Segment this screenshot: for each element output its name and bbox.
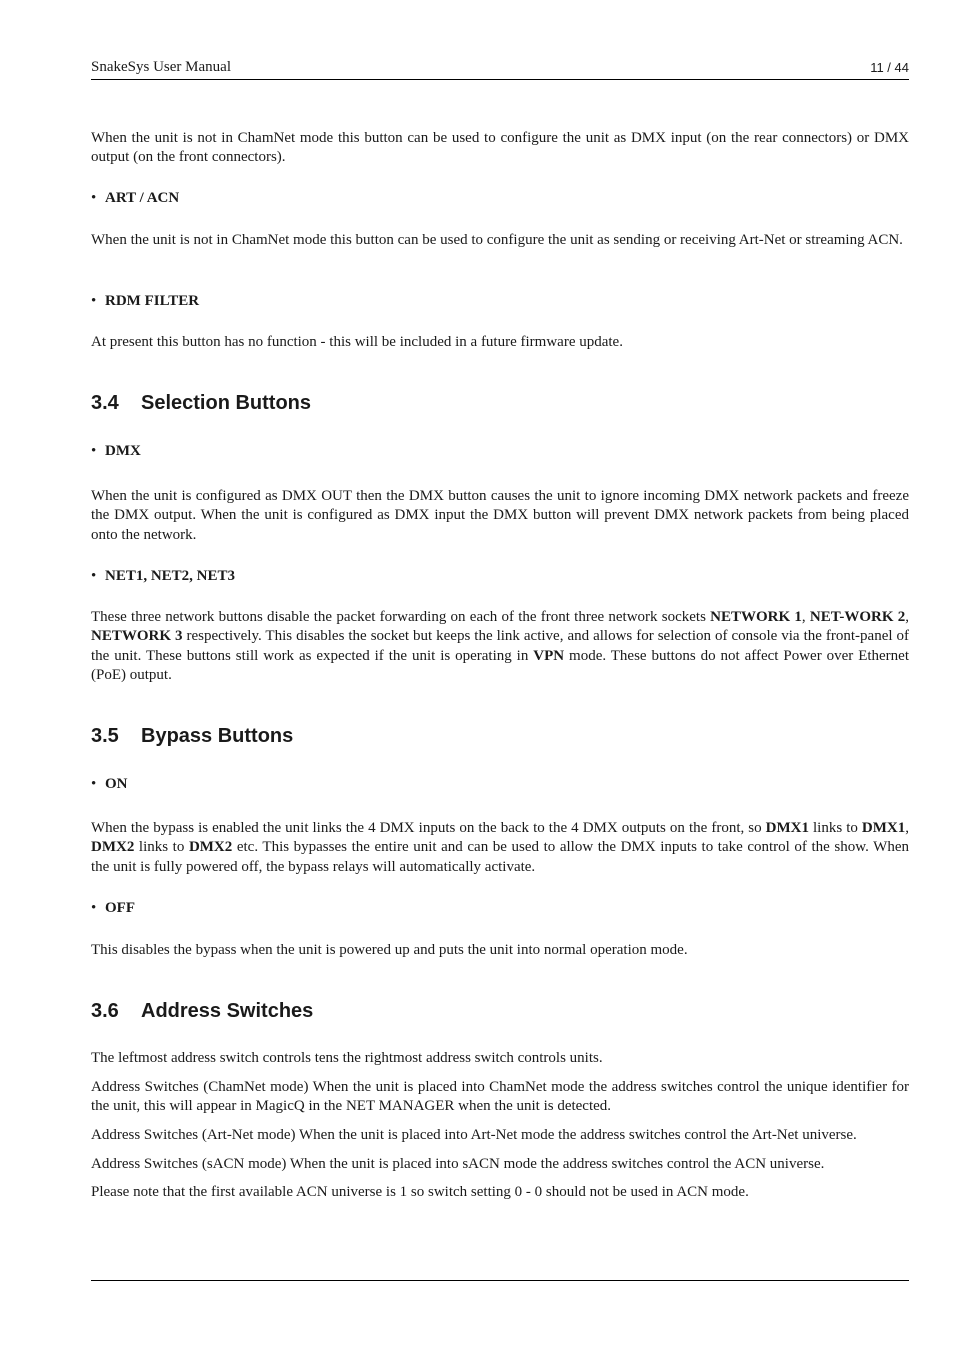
bold-network-1: NETWORK 1 — [710, 609, 802, 625]
bold-dmx1: DMX1 — [861, 820, 906, 836]
paragraph-address-tens-units: The leftmost address switch controls tens the rightmost address switch controls units. — [91, 1050, 603, 1066]
bold-network-3: NETWORK 3 — [91, 628, 183, 645]
bullet-art-acn — [91, 189, 909, 208]
paragraph-art-acn: When the unit is not in ChamNet mode this button can be used to configure the unit as sending or receiving Art-Net or streaming ACN. — [91, 232, 903, 248]
bold-dmx2: DMX2 — [91, 839, 135, 856]
bullet-label: ON — [105, 776, 128, 792]
section-number: 3.4 — [91, 392, 119, 414]
manual-page — [91, 0, 909, 1350]
page-header — [91, 59, 909, 80]
paragraph-address-chamnet: Address Switches (ChamNet mode) When the unit is placed into ChamNet mode the address switches control the unique identifier for the unit, this will appear in MagicQ in the NET MANAGER when the unit is detected. — [91, 1079, 909, 1115]
section-title: Bypass Buttons — [141, 725, 294, 747]
section-number: 3.5 — [91, 725, 119, 747]
bullet-dmx — [91, 442, 909, 461]
bullet-label: ART / ACN — [105, 190, 180, 206]
text-run: , — [905, 609, 909, 625]
page-number: 11 / 44 — [870, 60, 909, 75]
paragraph-rdm-filter: At present this button has no function - this will be included in a future firmware update. — [91, 334, 623, 350]
bullet-glyph: • — [91, 568, 97, 584]
text-run: mode. These buttons do not affect Power over Ethernet (PoE) output. — [91, 647, 909, 683]
bold-dmx1: DMX1 — [765, 820, 809, 836]
paragraph-acn-note: Please note that the first available ACN universe is 1 so switch setting 0 - 0 should not be used in ACN mode. — [91, 1184, 749, 1200]
paragraph-bypass-off: This disables the bypass when the unit is powered up and puts the unit into normal operation mode. — [91, 942, 688, 958]
text-run: links to — [134, 839, 189, 856]
bullet-off — [91, 899, 909, 918]
bullet-glyph: • — [91, 776, 97, 792]
bullet-label: OFF — [105, 900, 135, 916]
bold-network-2: NET-WORK 2 — [809, 609, 906, 625]
bold-dmx2: DMX2 — [188, 839, 233, 856]
text-run: , — [905, 820, 909, 836]
section-heading-3-6 — [91, 999, 909, 1023]
bullet-glyph: • — [91, 293, 97, 309]
bullet-glyph: • — [91, 190, 97, 206]
footer-rule — [91, 1280, 909, 1281]
bullet-label: RDM FILTER — [105, 293, 200, 309]
text-run: etc. This bypasses the entire unit and can be used to allow the DMX inputs to take control of the show. When the unit is fully powered off, the bypass relays will automatically activate. — [91, 839, 909, 875]
bullet-net — [91, 567, 909, 586]
bullet-on — [91, 775, 909, 794]
paragraph-dmx: When the unit is configured as DMX OUT then the DMX button causes the unit to ignore incoming DMX network packets and freeze the DMX output. When the unit is configured as DMX input the DMX button will prevent DMX network packets from being placed onto the network. — [91, 488, 909, 543]
text-run: links to — [808, 820, 862, 836]
bullet-label: DMX — [105, 443, 141, 459]
document-title: SnakeSys User Manual — [91, 59, 231, 75]
bold-vpn: VPN — [533, 647, 565, 664]
text-run: , — [801, 609, 810, 625]
text-run: These three network buttons disable the packet forwarding on each of the front three network sockets — [91, 609, 711, 625]
bullet-rdm-filter — [91, 292, 909, 311]
paragraph-address-artnet: Address Switches (Art-Net mode) When the unit is placed into Art-Net mode the address switches control the Art-Net universe. — [91, 1127, 857, 1143]
paragraph-net — [91, 608, 909, 685]
bullet-glyph: • — [91, 900, 97, 916]
section-title: Selection Buttons — [141, 392, 312, 414]
paragraph-address-sacn: Address Switches (sACN mode) When the unit is placed into sACN mode the address switches control the ACN universe. — [91, 1156, 825, 1172]
text-run: respectively. This disables the socket but keeps the link active, and allows for selection of console via the front-panel of the unit. These buttons still work as expected if the unit is operating in — [91, 628, 909, 664]
section-heading-3-4 — [91, 391, 909, 415]
section-title: Address Switches — [141, 1000, 314, 1022]
paragraph-bypass-on — [91, 819, 909, 877]
text-run: When the bypass is enabled the unit links the 4 DMX inputs on the back to the 4 DMX outputs on the front, so — [91, 820, 766, 836]
section-number: 3.6 — [91, 1000, 119, 1022]
bullet-glyph: • — [91, 443, 97, 459]
paragraph-dmx-io: When the unit is not in ChamNet mode this button can be used to configure the unit as DMX input (on the rear connectors) or DMX output (on the front connectors). — [91, 130, 909, 166]
section-heading-3-5 — [91, 724, 909, 748]
bullet-label: NET1, NET2, NET3 — [105, 568, 236, 584]
